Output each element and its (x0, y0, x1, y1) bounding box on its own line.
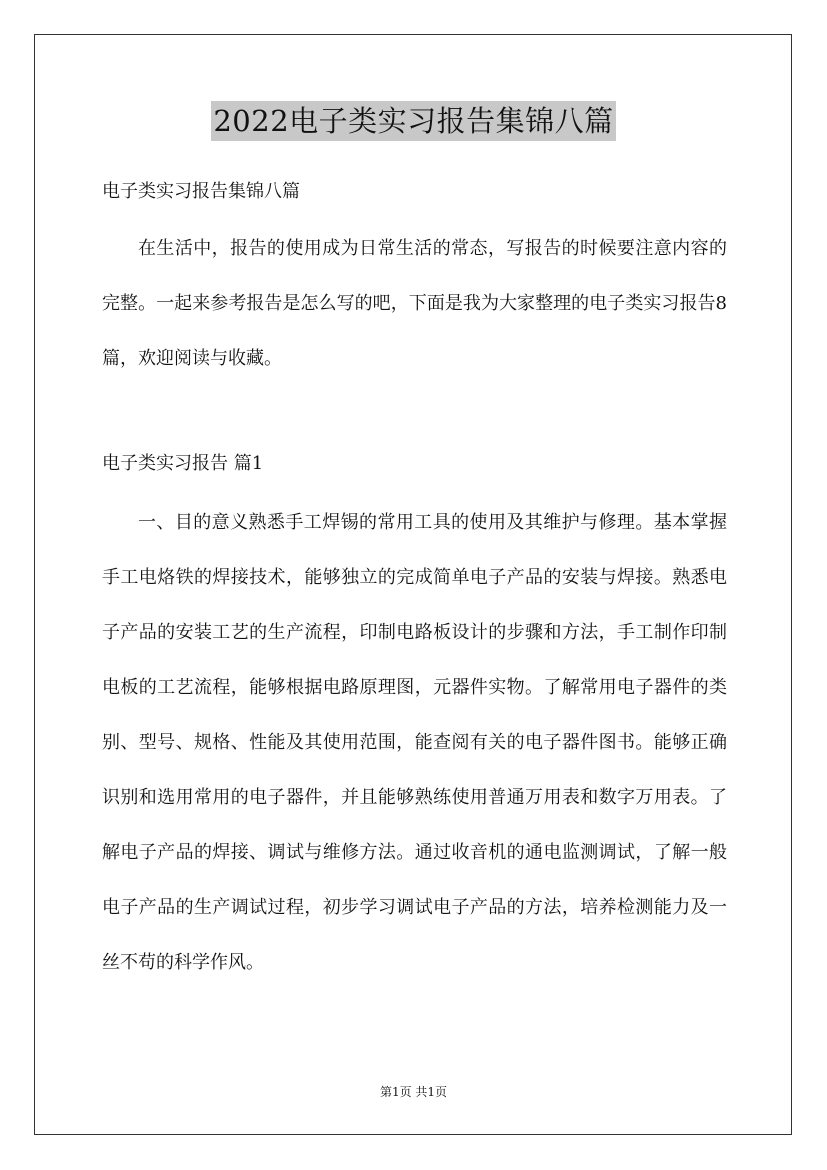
title-container (0, 101, 827, 141)
section-heading: 电子类实习报告 篇1 (102, 453, 264, 474)
section-body-paragraph: 一、目的意义熟悉手工焊锡的常用工具的使用及其维护与修理。基本掌握手工电烙铁的焊接技术，能够独立的完成简单电子产品的安装与焊接。熟悉电子产品的安装工艺的生产流程，印制电路板设计的步骤和方法，手工制作印制电板的工艺流程，能够根据电路原理图，元器件实物。了解常用电子器件的类别、型号、规格、性能及其使用范围，能查阅有关的电子器件图书。能够正确识别和选用常用的电子器件，并且能够熟练使用普通万用表和数字万用表。了解电子产品的焊接、调试与维修方法。通过收音机的通电监测调试，了解一般电子产品的生产调试过程，初步学习调试电子产品的方法，培养检测能力及一丝不苟的科学作风。 (102, 512, 727, 973)
document-subtitle: 电子类实习报告集锦八篇 (102, 181, 300, 202)
page-footer: 第1页 共1页 (379, 1085, 448, 1099)
document-title: 2022电子类实习报告集锦八篇 (211, 101, 615, 141)
intro-paragraph: 在生活中，报告的使用成为日常生活的常态，写报告的时候要注意内容的完整。一起来参考报告是怎么写的吧，下面是我为大家整理的电子类实习报告8篇，欢迎阅读与收藏。 (102, 238, 727, 369)
